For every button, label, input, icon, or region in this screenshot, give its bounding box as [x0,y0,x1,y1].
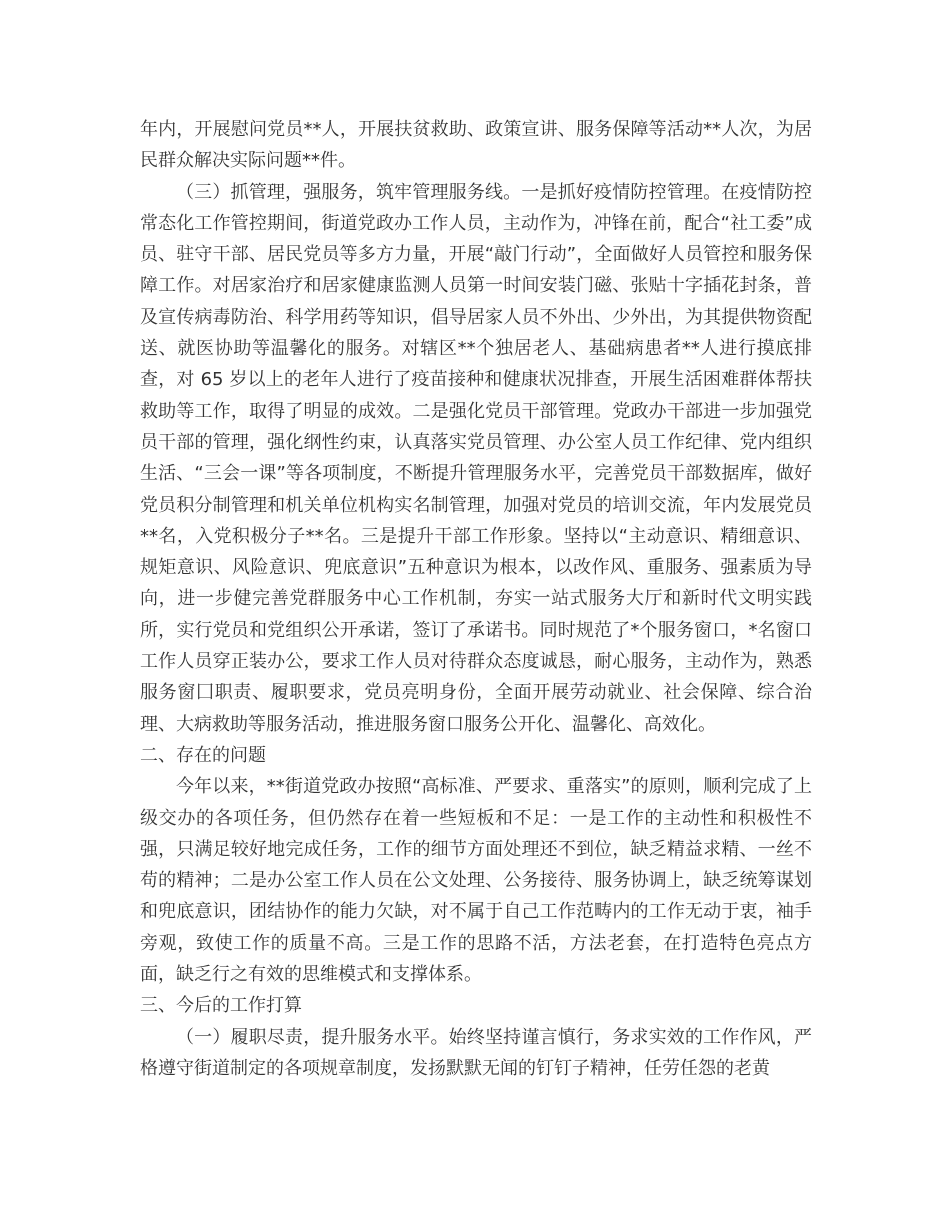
paragraph-problems: 今年以来，**街道党政办按照“高标准、严要求、重落实”的原则，顺利完成了上级交办的各项任务，但仍然存在着一些短板和不足：一是工作的主动性和积极性不强，只满足较好地完成任务，工作的细节方面处理还不到位，缺乏精益求精、一丝不苟的精神；二是办公室工作人员在公文处理、公务接待、服务协调上，缺乏统筹谋划和兜底意识，团结协作的能力欠缺，对不属于自己工作范畴内的工作无动于衷，袖手旁观，致使工作的质量不高。三是工作的思路不活，方法老套，在打造特色亮点方面，缺乏行之有效的思维模式和支撑体系。 [140,776,812,986]
section-heading-problems: 二、存在的问题 [140,744,266,766]
paragraph-management-service: （三）抓管理，强服务，筑牢管理服务线。一是抓好疫情防控管理。在疫情防控常态化工作管控期间，街道党政办工作人员，主动作为，冲锋在前，配合“社工委”成员、驻守干部、居民党员等多方力量，开展“敲门行动”，全面做好人员管控和服务保障工作。对居家治疗和居家健康监测人员第一时间安装门磁、张贴十字插花封条，普及宣传病毒防治、科学用药等知识，倡导居家人员不外出、少外出，为其提供物资配送、就医协助等温馨化的服务。对辖区**个独居老人、基础病患者**人进行摸底排查，对 65 岁以上的老年人进行了疫苗接种和健康状况排查，开展生活困难群体帮扶救助等工作，取得了明显的成效。二是强化党员干部管理。党政办干部进一步加强党员干部的管理，强化纲性约束，认真落实党员管理、办公室人员工作纪律、党内组织生活、“三会一课”等各项制度，不断提升管理服务水平，完善党员干部数据库，做好党员积分制管理和机关单位机构实名制管理，加强对党员的培训交流，年内发展党员**名，入党积极分子**名。三是提升干部工作形象。坚持以“主动意识、精细意识、规矩意识、风险意识、兜底意识”五种意识为根本，以改作风、重服务、强素质为导向，进一步健完善党群服务中心工作机制，夯实一站式服务大厅和新时代文明实践所，实行党员和党组织公开承诺，签订了承诺书。同时规范了*个服务窗口，*名窗口工作人员穿正装办公，要求工作人员对待群众态度诚恳，耐心服务，主动作为，熟悉服务窗囗职责、履职要求，党员亮明身份，全面开展劳动就业、社会保障、综合治理、大病救助等服务活动，推进服务窗口服务公开化、温馨化、高效化。 [140,181,812,735]
paragraph-future-plan-1: （一）履职尽责，提升服务水平。始终坚持谨言慎行，务求实效的工作作风，严格遵守街道制定的各项规章制度，发扬默默无闻的钉钉子精神，任劳任怨的老黄 [140,1026,812,1079]
paragraph-continuation: 年内，开展慰问党员**人，开展扶贫救助、政策宣讲、服务保障等活动**人次，为居民群众解决实际问题**件。 [140,119,812,172]
section-heading-future-plans: 三、今后的工作打算 [140,995,302,1017]
document-body [140,114,812,1084]
